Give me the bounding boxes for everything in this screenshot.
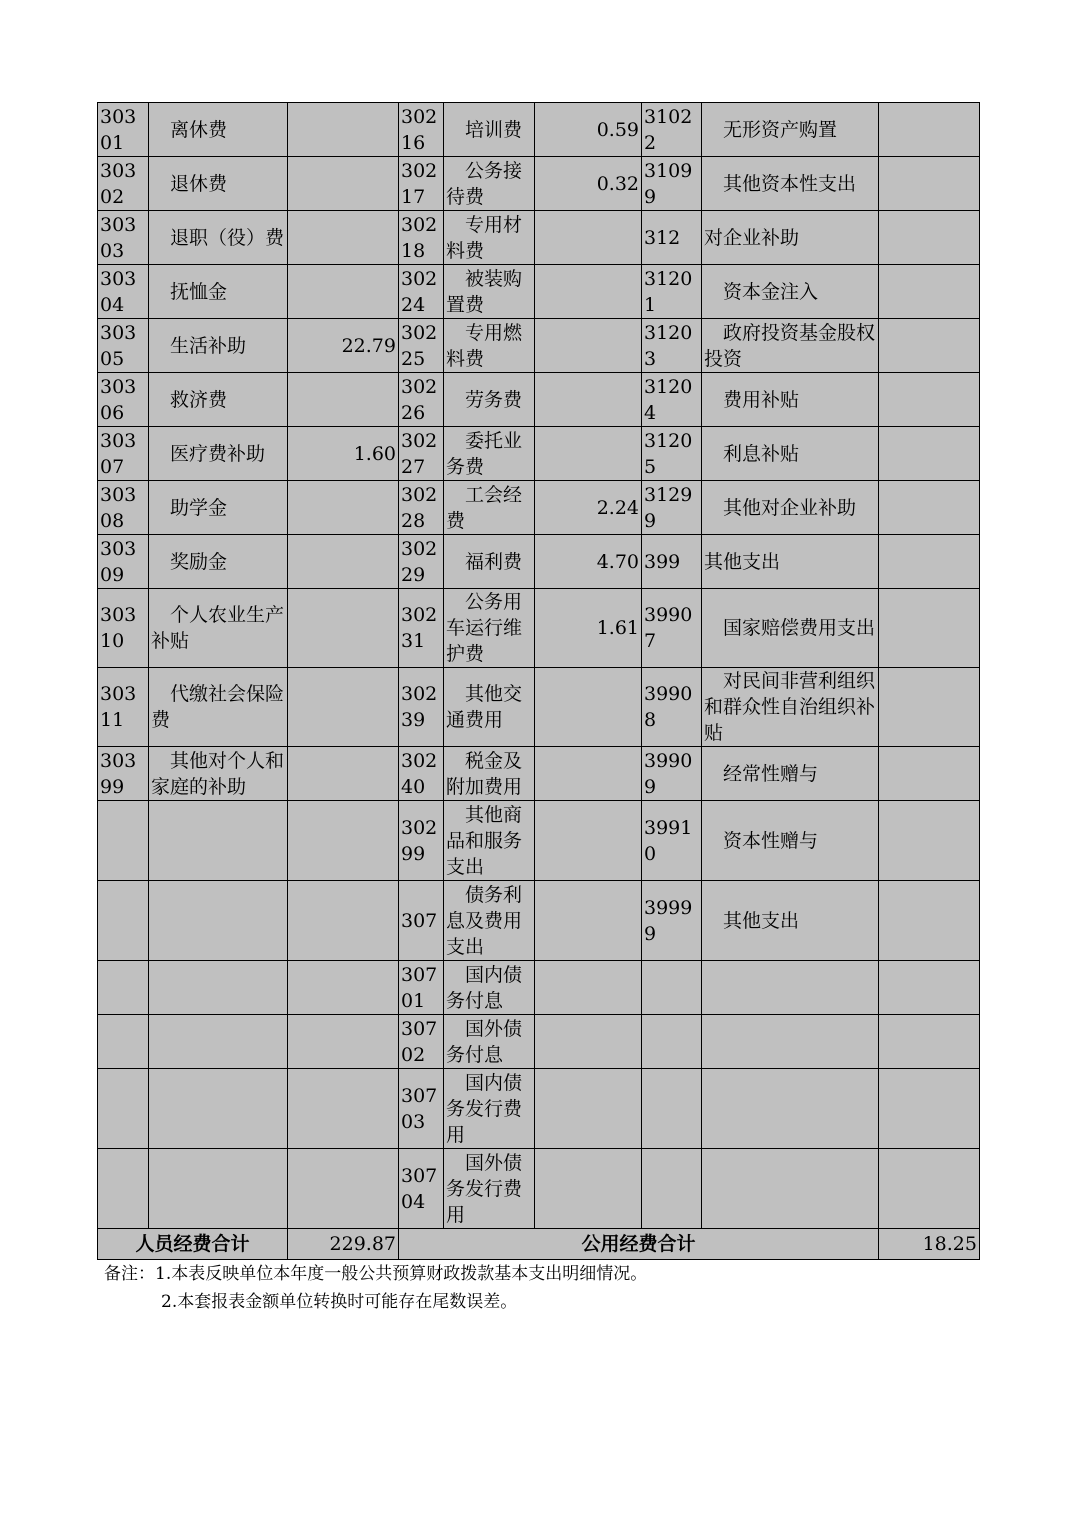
table-row (98, 1069, 980, 1149)
note-line-2: 2.本套报表金额单位转换时可能存在尾数误差。 (161, 1292, 518, 1312)
table-row (98, 481, 980, 535)
code-2: 30225 (399, 319, 444, 373)
name-2: 专用材料费 (444, 211, 535, 265)
code-3: 39908 (642, 668, 702, 747)
code-1 (98, 961, 149, 1015)
amount-1 (288, 881, 399, 961)
table-row (98, 265, 980, 319)
name-1 (149, 1015, 288, 1069)
code-2: 30228 (399, 481, 444, 535)
amount-1 (288, 1069, 399, 1149)
name-3: 经常性赠与 (702, 747, 879, 801)
name-3: 资本性赠与 (702, 801, 879, 881)
code-1: 30308 (98, 481, 149, 535)
amount-2 (535, 1015, 642, 1069)
amount-1 (288, 157, 399, 211)
code-2: 30217 (399, 157, 444, 211)
amount-3 (879, 1069, 980, 1149)
code-1 (98, 1069, 149, 1149)
code-2: 30703 (399, 1069, 444, 1149)
code-1: 30305 (98, 319, 149, 373)
code-2: 30704 (399, 1149, 444, 1229)
name-1: 奖励金 (149, 535, 288, 589)
table-row (98, 801, 980, 881)
code-2: 30227 (399, 427, 444, 481)
code-2: 30702 (399, 1015, 444, 1069)
name-2: 税金及附加费用 (444, 747, 535, 801)
name-1: 代缴社会保险费 (149, 668, 288, 747)
amount-2 (535, 961, 642, 1015)
name-3: 无形资产购置 (702, 103, 879, 157)
code-3 (642, 961, 702, 1015)
code-3: 39999 (642, 881, 702, 961)
amount-2 (535, 801, 642, 881)
amount-1 (288, 1015, 399, 1069)
code-2: 307 (399, 881, 444, 961)
name-1 (149, 1069, 288, 1149)
amount-2: 2.24 (535, 481, 642, 535)
amount-1: 1.60 (288, 427, 399, 481)
amount-3 (879, 1149, 980, 1229)
amount-3 (879, 373, 980, 427)
code-1 (98, 881, 149, 961)
amount-3 (879, 481, 980, 535)
code-3: 312 (642, 211, 702, 265)
amount-1 (288, 481, 399, 535)
amount-1 (288, 535, 399, 589)
code-1: 30301 (98, 103, 149, 157)
name-3: 其他支出 (702, 535, 879, 589)
amount-2: 4.70 (535, 535, 642, 589)
amount-1 (288, 668, 399, 747)
table-row (98, 589, 980, 668)
table-row (98, 427, 980, 481)
name-3: 政府投资基金股权投资 (702, 319, 879, 373)
name-3: 对企业补助 (702, 211, 879, 265)
code-2: 30701 (399, 961, 444, 1015)
amount-1 (288, 961, 399, 1015)
notes (104, 1260, 647, 1316)
name-2: 专用燃料费 (444, 319, 535, 373)
code-3: 31099 (642, 157, 702, 211)
name-1: 医疗费补助 (149, 427, 288, 481)
name-2: 培训费 (444, 103, 535, 157)
amount-3 (879, 157, 980, 211)
name-2: 债务利息及费用支出 (444, 881, 535, 961)
name-3: 资本金注入 (702, 265, 879, 319)
code-2: 30240 (399, 747, 444, 801)
code-2: 30239 (399, 668, 444, 747)
public-total-value: 18.25 (879, 1229, 980, 1260)
amount-3 (879, 535, 980, 589)
name-1: 退职（役）费 (149, 211, 288, 265)
name-2: 国外债务付息 (444, 1015, 535, 1069)
code-1 (98, 801, 149, 881)
amount-3 (879, 1015, 980, 1069)
amount-2 (535, 668, 642, 747)
table-row (98, 747, 980, 801)
name-3: 国家赔偿费用支出 (702, 589, 879, 668)
name-3 (702, 961, 879, 1015)
code-1: 30310 (98, 589, 149, 668)
name-3: 其他支出 (702, 881, 879, 961)
name-1: 救济费 (149, 373, 288, 427)
name-1: 抚恤金 (149, 265, 288, 319)
table-row (98, 211, 980, 265)
code-2: 30229 (399, 535, 444, 589)
name-1 (149, 961, 288, 1015)
amount-1 (288, 103, 399, 157)
amount-3 (879, 801, 980, 881)
note-line-1: 备注：1.本表反映单位本年度一般公共预算财政拨款基本支出明细情况。 (104, 1264, 648, 1284)
amount-2 (535, 319, 642, 373)
code-3: 39907 (642, 589, 702, 668)
code-1 (98, 1015, 149, 1069)
public-total-label: 公用经费合计 (399, 1229, 879, 1260)
amount-1 (288, 265, 399, 319)
code-2: 30299 (399, 801, 444, 881)
code-1: 30307 (98, 427, 149, 481)
code-3: 31201 (642, 265, 702, 319)
code-2: 30218 (399, 211, 444, 265)
name-2: 劳务费 (444, 373, 535, 427)
name-3: 费用补贴 (702, 373, 879, 427)
code-1 (98, 1149, 149, 1229)
amount-1 (288, 589, 399, 668)
table-row (98, 103, 980, 157)
code-1: 30303 (98, 211, 149, 265)
name-2: 其他商品和服务支出 (444, 801, 535, 881)
expenditure-detail-table (97, 102, 980, 1260)
name-2: 委托业务费 (444, 427, 535, 481)
table-body (98, 103, 980, 1229)
table-row (98, 1015, 980, 1069)
name-1 (149, 1149, 288, 1229)
code-3: 31022 (642, 103, 702, 157)
name-1: 其他对个人和家庭的补助 (149, 747, 288, 801)
code-1: 30304 (98, 265, 149, 319)
amount-3 (879, 747, 980, 801)
amount-2: 0.59 (535, 103, 642, 157)
code-1: 30302 (98, 157, 149, 211)
amount-2: 0.32 (535, 157, 642, 211)
amount-3 (879, 961, 980, 1015)
code-3 (642, 1149, 702, 1229)
name-3 (702, 1069, 879, 1149)
table-row (98, 881, 980, 961)
code-2: 30216 (399, 103, 444, 157)
amount-3 (879, 427, 980, 481)
amount-1 (288, 211, 399, 265)
amount-2 (535, 373, 642, 427)
amount-3 (879, 103, 980, 157)
name-2: 国内债务付息 (444, 961, 535, 1015)
name-2: 公务用车运行维护费 (444, 589, 535, 668)
name-3: 其他对企业补助 (702, 481, 879, 535)
personnel-total-label: 人员经费合计 (98, 1229, 288, 1260)
code-2: 30226 (399, 373, 444, 427)
amount-2 (535, 747, 642, 801)
code-3: 39910 (642, 801, 702, 881)
name-3 (702, 1015, 879, 1069)
code-1: 30399 (98, 747, 149, 801)
code-3: 31204 (642, 373, 702, 427)
amount-3 (879, 211, 980, 265)
table-row (98, 961, 980, 1015)
name-3: 对民间非营利组织和群众性自治组织补贴 (702, 668, 879, 747)
amount-1: 22.79 (288, 319, 399, 373)
name-3 (702, 1149, 879, 1229)
amount-1 (288, 801, 399, 881)
amount-3 (879, 265, 980, 319)
table-row (98, 668, 980, 747)
name-3: 利息补贴 (702, 427, 879, 481)
name-2: 国外债务发行费用 (444, 1149, 535, 1229)
code-1: 30311 (98, 668, 149, 747)
code-3: 31299 (642, 481, 702, 535)
personnel-total-value: 229.87 (288, 1229, 399, 1260)
amount-3 (879, 319, 980, 373)
code-3: 31205 (642, 427, 702, 481)
table-row (98, 1149, 980, 1229)
amount-2 (535, 1069, 642, 1149)
amount-2 (535, 211, 642, 265)
name-1: 退休费 (149, 157, 288, 211)
code-3: 399 (642, 535, 702, 589)
table-row (98, 373, 980, 427)
name-2: 国内债务发行费用 (444, 1069, 535, 1149)
name-2: 公务接待费 (444, 157, 535, 211)
name-2: 工会经费 (444, 481, 535, 535)
name-2: 福利费 (444, 535, 535, 589)
amount-2 (535, 881, 642, 961)
amount-1 (288, 1149, 399, 1229)
name-1 (149, 801, 288, 881)
name-1: 助学金 (149, 481, 288, 535)
name-1: 个人农业生产补贴 (149, 589, 288, 668)
amount-1 (288, 747, 399, 801)
name-1: 离休费 (149, 103, 288, 157)
table-row (98, 157, 980, 211)
amount-3 (879, 881, 980, 961)
code-2: 30231 (399, 589, 444, 668)
table-row (98, 319, 980, 373)
amount-3 (879, 589, 980, 668)
totals-row (98, 1229, 980, 1260)
code-1: 30309 (98, 535, 149, 589)
code-3 (642, 1015, 702, 1069)
code-3: 39909 (642, 747, 702, 801)
name-1 (149, 881, 288, 961)
amount-2 (535, 1149, 642, 1229)
name-2: 其他交通费用 (444, 668, 535, 747)
amount-3 (879, 668, 980, 747)
name-1: 生活补助 (149, 319, 288, 373)
name-2: 被装购置费 (444, 265, 535, 319)
code-1: 30306 (98, 373, 149, 427)
amount-2: 1.61 (535, 589, 642, 668)
amount-1 (288, 373, 399, 427)
amount-2 (535, 265, 642, 319)
code-3: 31203 (642, 319, 702, 373)
code-3 (642, 1069, 702, 1149)
code-2: 30224 (399, 265, 444, 319)
amount-2 (535, 427, 642, 481)
name-3: 其他资本性支出 (702, 157, 879, 211)
table-row (98, 535, 980, 589)
